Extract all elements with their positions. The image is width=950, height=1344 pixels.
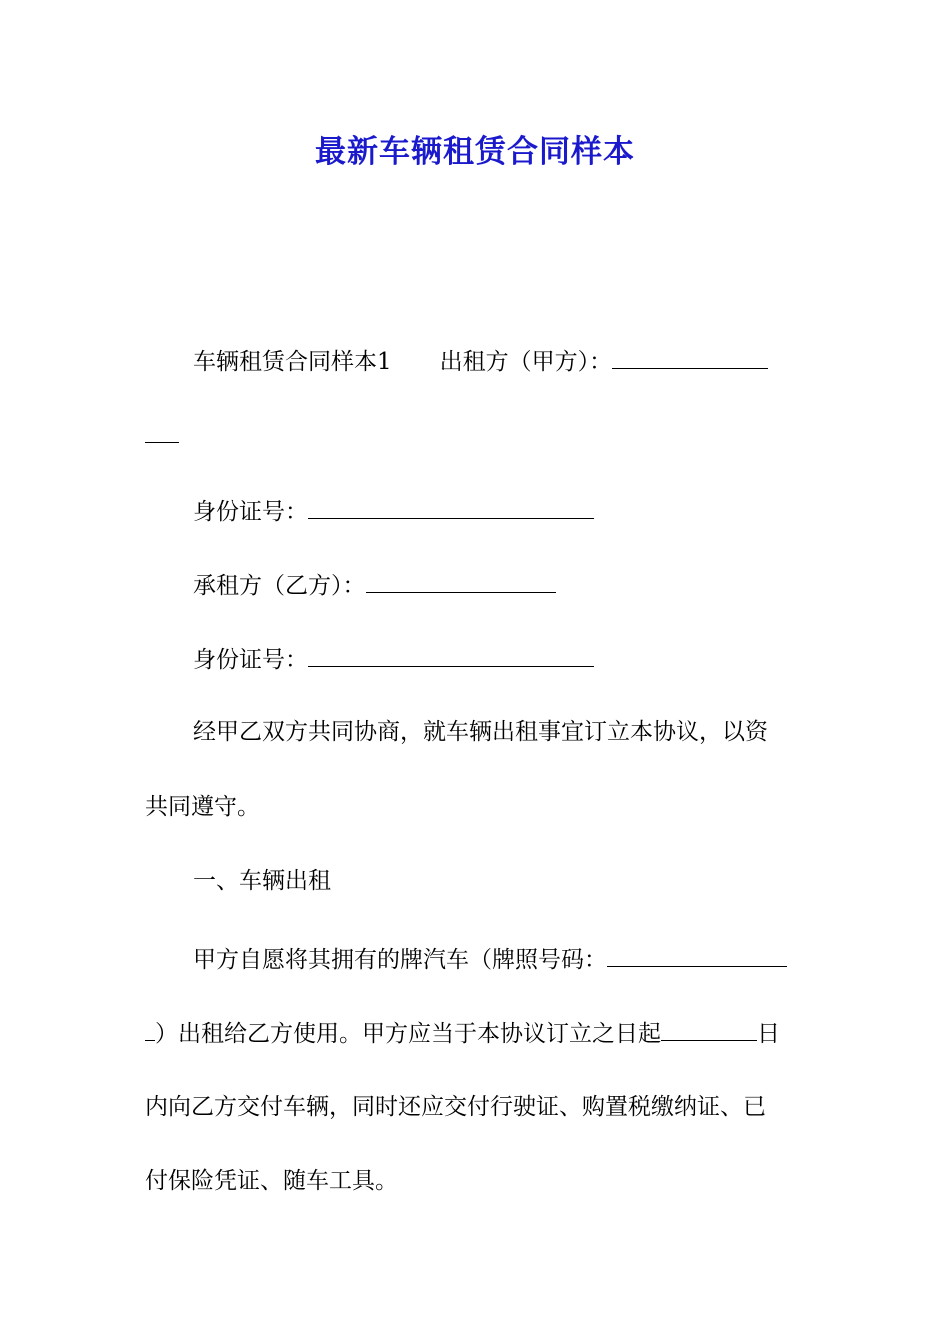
days-blank [661,1014,757,1041]
clause-1-text-2: ）出租给乙方使用。甲方应当于本协议订立之日起 [155,1021,661,1047]
lessor-blank [612,342,768,369]
lessee-blank [366,566,556,593]
lessee-id-line [145,640,858,677]
clause-1-text-3: 日 [757,1021,780,1047]
lessee-label: 承租方（乙方）： [193,573,366,599]
clause-1-line-3: 内向乙方交付车辆，同时还应交付行驶证、购置税缴纳证、已 [145,1094,766,1120]
clause-1-line-4: 付保险凭证、随车工具。 [145,1168,398,1194]
clause-1-text-1: 甲方自愿将其拥有的牌汽车（牌照号码： [193,947,607,973]
document-title: 最新车辆租赁合同样本 [315,134,635,170]
lessor-id-label: 身份证号： [193,499,308,525]
clause-1-line-1 [145,940,858,977]
sample-heading: 车辆租赁合同样本1 [193,349,392,375]
lessor-id-line [145,492,858,529]
lessor-label: 出租方（甲方）： [439,349,613,375]
lessee-id-label: 身份证号： [193,647,308,673]
clause-1-line-2 [145,1014,810,1051]
intro-line-1: 经甲乙双方共同协商，就车辆出租事宜订立本协议，以资 [193,719,768,745]
section-heading-1: 一、车辆出租 [193,868,331,894]
lessee-id-blank [308,640,594,667]
lessor-blank-continued-line [145,416,810,453]
intro-line-2: 共同遵守。 [145,794,260,820]
heading-line [145,342,858,379]
lessor-id-blank [308,492,594,519]
plate-number-blank-continued [145,1014,155,1041]
plate-number-blank [607,940,787,967]
lessor-blank-continued [145,416,179,443]
lessee-line [145,566,858,603]
